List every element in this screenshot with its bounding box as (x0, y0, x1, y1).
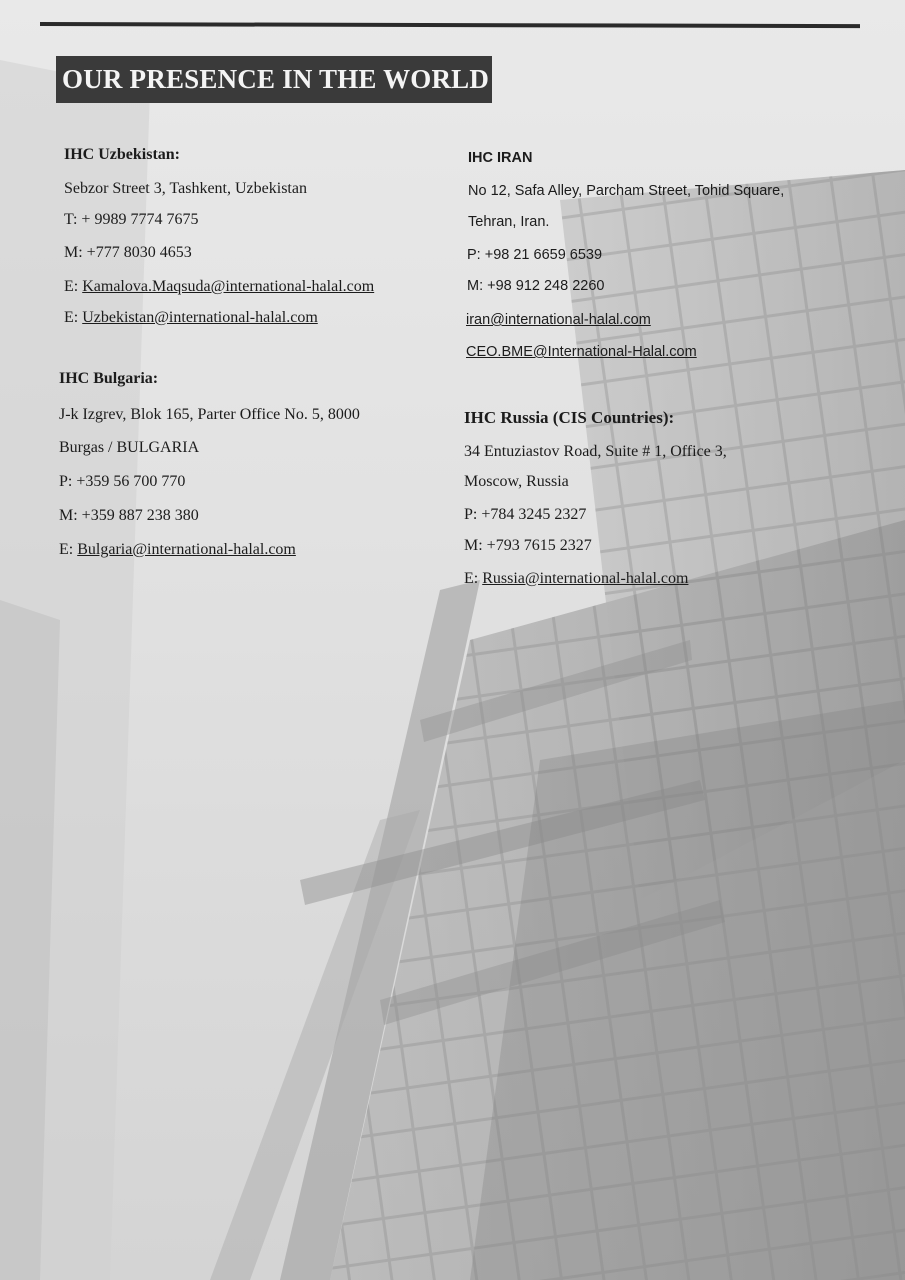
office-address: Sebzor Street 3, Tashkent, Uzbekistan (64, 180, 307, 197)
email-link[interactable]: iran@international-halal.com (466, 312, 651, 328)
office-email-line (64, 278, 374, 296)
office-mobile: M: +777 8030 4653 (64, 244, 192, 261)
office-email-line (59, 541, 296, 559)
office-phone: P: +359 56 700 770 (59, 473, 186, 490)
email-link[interactable]: Kamalova.Maqsuda@international-halal.com (82, 278, 375, 295)
email-link[interactable]: CEO.BME@International-Halal.com (466, 344, 697, 360)
office-address: J-k Izgrev, Blok 165, Parter Office No. 5, 8000 (59, 406, 360, 423)
email-link[interactable]: Uzbekistan@international-halal.com (82, 309, 318, 326)
office-phone: P: +98 21 6659 6539 (467, 247, 603, 263)
office-email-line (464, 570, 688, 588)
office-address: Tehran, Iran. (468, 214, 550, 230)
office-email-line (64, 309, 318, 327)
office-mobile: M: +98 912 248 2260 (467, 278, 605, 294)
office-address: Moscow, Russia (464, 473, 569, 490)
office-phone: P: +784 3245 2327 (464, 506, 587, 523)
office-name: IHC Uzbekistan: (64, 146, 181, 163)
title-banner (56, 56, 492, 103)
email-prefix: E: (464, 570, 483, 587)
email-link[interactable]: Russia@international-halal.com (482, 570, 689, 587)
office-address: Burgas / BULGARIA (59, 439, 200, 456)
email-link[interactable]: Bulgaria@international-halal.com (77, 541, 296, 558)
office-address: 34 Entuziastov Road, Suite # 1, Office 3, (464, 443, 727, 460)
office-phone: T: + 9989 7774 7675 (64, 211, 199, 228)
email-prefix: E: (59, 541, 78, 558)
office-name: IHC Russia (CIS Countries): (464, 408, 675, 427)
page-title: OUR PRESENCE IN THE WORLD (62, 64, 490, 94)
office-name: IHC Bulgaria: (59, 370, 159, 387)
email-prefix: E: (64, 309, 83, 326)
email-prefix: E: (64, 278, 83, 295)
office-mobile: M: +359 887 238 380 (59, 507, 199, 524)
office-name: IHC IRAN (468, 150, 533, 166)
office-address: No 12, Safa Alley, Parcham Street, Tohid Square, (468, 183, 785, 199)
office-mobile: M: +793 7615 2327 (464, 537, 592, 554)
